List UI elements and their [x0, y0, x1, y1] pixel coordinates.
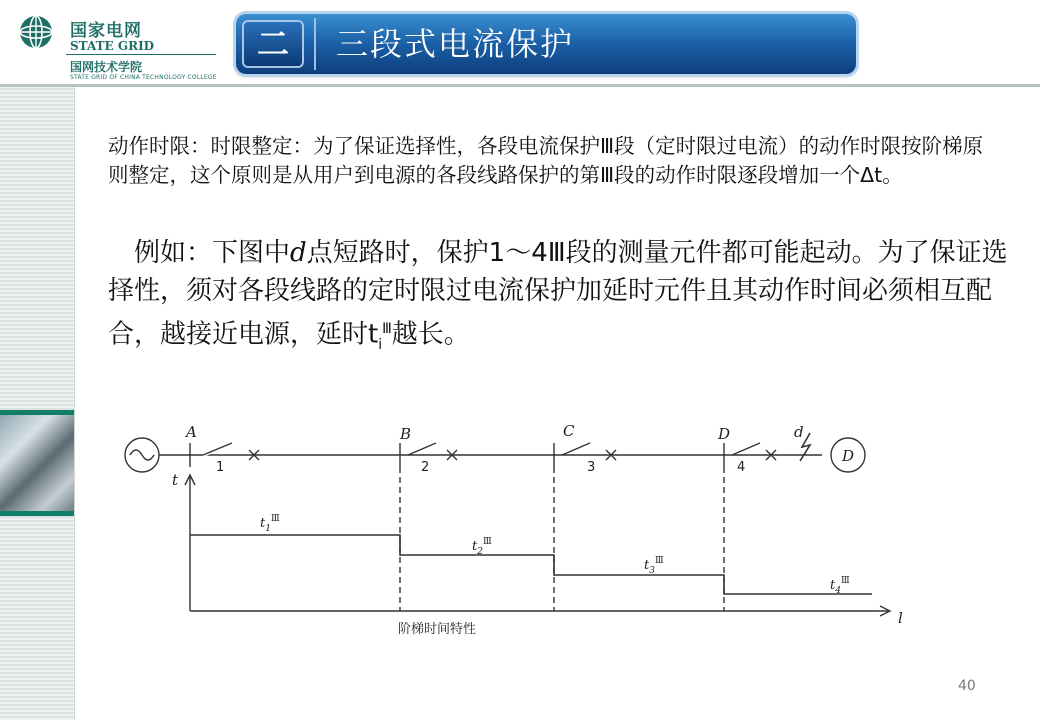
para2-post: 越长。	[391, 319, 470, 350]
breaker-4-blade	[732, 443, 760, 455]
bus-label-c: C	[563, 422, 575, 440]
l-axis-label: l	[898, 609, 903, 627]
load-label: D	[842, 447, 855, 465]
logo-divider	[66, 54, 216, 55]
bus-label-a: A	[186, 423, 197, 441]
breaker-1-blade	[203, 443, 232, 455]
breaker-label-3: 3	[587, 460, 596, 475]
time-label-1: $t_1^Ⅲ$	[260, 514, 280, 534]
title-bar	[236, 14, 856, 74]
t-axis-label: t	[172, 471, 179, 489]
step-time-diagram	[110, 405, 930, 645]
section-number: 二	[242, 20, 304, 68]
bus-label-d: D	[718, 425, 731, 443]
state-grid-globe-icon	[18, 14, 54, 50]
para2-sup: Ⅲ	[382, 321, 392, 337]
step-characteristic	[190, 535, 872, 594]
state-grid-logo	[12, 8, 222, 84]
time-label-4: $t_4^Ⅲ$	[830, 576, 850, 596]
fault-label: d	[794, 423, 804, 441]
breaker-label-4: 4	[737, 460, 746, 475]
slide-title: 三段式电流保护	[336, 25, 575, 63]
breaker-label-1: 1	[216, 460, 225, 475]
logo-college-en: STATE GRID OF CHINA TECHNOLOGY COLLEGE	[70, 74, 217, 81]
breaker-2-blade	[408, 443, 436, 455]
logo-name-cn: 国家电网	[70, 21, 142, 41]
left-decor-photo	[0, 410, 74, 516]
para2-mid: 点短路时，保护1～4Ⅲ段的测量元件都可能起动。为了保证选择性，须对各段线路的定时限过电流保护加延时元件且其动作时间必须相互配合，越接近电源，延时t	[108, 238, 1008, 350]
time-label-2: $t_2^Ⅲ$	[472, 537, 492, 557]
title-separator	[314, 18, 316, 70]
page-number: 40	[958, 678, 976, 694]
breaker-label-2: 2	[421, 460, 430, 475]
bus-label-b: B	[400, 425, 412, 443]
para2-pre: 例如：下图中	[134, 238, 291, 268]
paragraph-time-setting: 动作时限：时限整定：为了保证选择性，各段电流保护Ⅲ段（定时限过电流）的动作时限按阶梯原则整定，这个原则是从用户到电源的各段线路保护的第Ⅲ段的动作时限逐段增加一个Δt。	[108, 134, 984, 187]
breaker-3-blade	[562, 443, 590, 455]
logo-college-cn: 国网技术学院	[70, 60, 143, 74]
diagram-caption: 阶梯时间特性	[398, 622, 477, 637]
para2-sub: i	[378, 336, 383, 353]
source-wave	[130, 450, 154, 460]
logo-name-en: STATE GRID	[70, 39, 155, 53]
paragraph-example	[108, 234, 1008, 364]
para2-fault-point: d	[290, 238, 307, 268]
left-decor-stripe	[0, 86, 74, 720]
time-label-3: $t_3^Ⅲ$	[644, 556, 664, 576]
